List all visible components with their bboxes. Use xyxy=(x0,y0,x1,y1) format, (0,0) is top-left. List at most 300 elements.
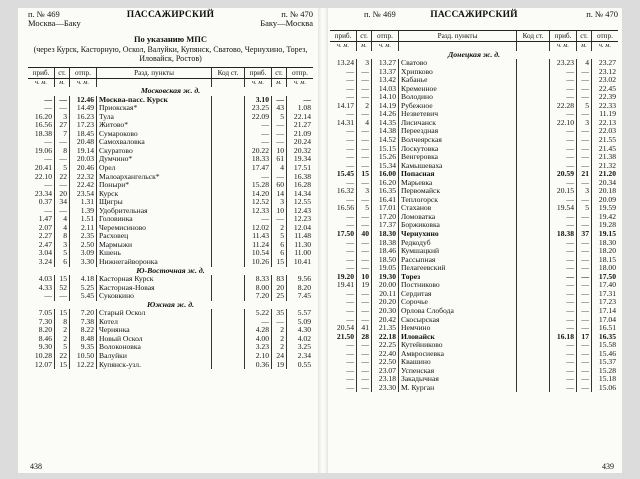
arrival-cell: 0.37 xyxy=(38,198,52,207)
arrival-return-cell: — xyxy=(550,179,577,188)
table-row xyxy=(330,324,618,333)
arrival-cell: — xyxy=(44,206,52,215)
station-cell: Незветевич xyxy=(399,110,517,119)
stop-return-cell: — xyxy=(577,179,592,188)
code-cell xyxy=(517,307,550,316)
departure-cell: 20.00 xyxy=(372,281,399,290)
arrival-return-cell: — xyxy=(550,162,577,171)
departure-return-cell: 22.13 xyxy=(592,119,619,128)
station-cell: Венгеровка xyxy=(399,153,517,162)
code-cell xyxy=(212,249,245,258)
stop-return-cell: 15 xyxy=(272,258,287,267)
departure-cell: 9.35 xyxy=(70,343,97,352)
table-row xyxy=(28,352,313,361)
station-cell: Лоскутовка xyxy=(399,145,517,154)
arrival-return-cell: 14.20 xyxy=(245,190,272,199)
station-cell: Суковкино xyxy=(97,292,212,301)
unit-cell: ч. м. xyxy=(287,78,314,87)
stop-cell: — xyxy=(55,207,70,216)
col-stop: ст. xyxy=(55,67,70,78)
station-cell: Переездная xyxy=(399,127,517,136)
stop-cell: — xyxy=(357,221,372,230)
code-cell xyxy=(517,350,550,359)
table-row xyxy=(330,110,618,119)
departure-return-cell: 0.55 xyxy=(287,361,314,370)
code-cell xyxy=(517,230,550,239)
arrival-cell: — xyxy=(346,264,354,273)
arrival-cell: — xyxy=(346,84,354,93)
station-cell: Кутейниково xyxy=(399,341,517,350)
departure-cell: 16.41 xyxy=(372,196,399,205)
table-row xyxy=(28,241,313,250)
table-row xyxy=(330,196,618,205)
departure-cell: 15.15 xyxy=(372,145,399,154)
code-cell xyxy=(517,375,550,384)
stop-return-cell: — xyxy=(272,173,287,182)
stop-cell: — xyxy=(357,196,372,205)
departure-return-cell: 17.04 xyxy=(592,316,619,325)
departure-cell: 10.50 xyxy=(70,352,97,361)
arrival-return-cell: 5.22 xyxy=(245,309,272,318)
left-page-header xyxy=(28,8,313,34)
arrival-cell: 15.45 xyxy=(336,170,354,179)
arrival-cell: — xyxy=(346,247,354,256)
stop-cell: — xyxy=(357,213,372,222)
departure-cell: 19.30 xyxy=(372,273,399,282)
departure-return-cell: 5.57 xyxy=(287,309,314,318)
station-cell: Валуйки xyxy=(97,352,212,361)
table-row xyxy=(330,187,618,196)
departure-return-cell: 22.39 xyxy=(592,93,619,102)
departure-cell: 17.23 xyxy=(70,121,97,130)
table-row xyxy=(28,113,313,122)
departure-cell: 23.18 xyxy=(372,375,399,384)
departure-return-cell: 16.51 xyxy=(592,324,619,333)
stop-return-cell: — xyxy=(577,127,592,136)
arrival-return-cell: — xyxy=(550,264,577,273)
arrival-return-cell: — xyxy=(550,239,577,248)
arrival-cell: 2.27 xyxy=(38,232,52,241)
stop-cell: — xyxy=(357,110,372,119)
stop-return-cell: — xyxy=(577,145,592,154)
arrival-cell: 14.31 xyxy=(336,118,354,127)
departure-return-cell: 21.38 xyxy=(592,153,619,162)
departure-cell: 22.18 xyxy=(372,333,399,342)
station-cell: Мармыжи xyxy=(97,241,212,250)
departure-return-cell: 21.27 xyxy=(287,121,314,130)
units-row xyxy=(28,78,313,87)
stop-cell: — xyxy=(55,292,70,301)
timetable-right xyxy=(330,30,618,392)
stop-return-cell: 2 xyxy=(272,335,287,344)
station-cell: Тула xyxy=(97,113,212,122)
stop-cell: 8 xyxy=(55,232,70,241)
arrival-return-cell: — xyxy=(550,93,577,102)
departure-cell: 3.09 xyxy=(70,249,97,258)
arrival-return-cell: — xyxy=(550,316,577,325)
code-cell xyxy=(517,324,550,333)
col-code: Код ст. xyxy=(212,67,245,78)
arrival-cell: — xyxy=(44,292,52,301)
departure-return-cell: 4.30 xyxy=(287,326,314,335)
departure-cell: 20.48 xyxy=(70,138,97,147)
arrival-return-cell: — xyxy=(550,196,577,205)
departure-return-cell: 8.20 xyxy=(287,284,314,293)
departure-return-cell: 11.19 xyxy=(592,110,619,119)
arrival-cell: — xyxy=(44,95,52,104)
stop-return-cell: — xyxy=(577,375,592,384)
code-cell xyxy=(517,153,550,162)
station-cell: Чернухино xyxy=(399,230,517,239)
table-row xyxy=(28,326,313,335)
departure-cell: 18.46 xyxy=(372,247,399,256)
section-name: Московская ж. д. xyxy=(140,87,201,96)
table-row xyxy=(330,221,618,230)
departure-return-cell: 16.28 xyxy=(287,181,314,190)
arrival-return-cell: — xyxy=(550,68,577,77)
stop-cell: 5 xyxy=(55,343,70,352)
arrival-return-cell: — xyxy=(550,85,577,94)
departure-return-cell: 17.51 xyxy=(287,164,314,173)
left-page xyxy=(28,8,313,473)
arrival-cell: 21.50 xyxy=(336,332,354,341)
stop-cell: 15 xyxy=(55,361,70,370)
arrival-cell: 17.50 xyxy=(336,230,354,239)
departure-cell: 5.45 xyxy=(70,292,97,301)
code-cell xyxy=(517,247,550,256)
stop-cell: — xyxy=(357,307,372,316)
table-row xyxy=(330,290,618,299)
railway-section-heading xyxy=(28,267,313,276)
code-cell xyxy=(517,384,550,393)
stop-return-cell: — xyxy=(272,215,287,224)
code-cell xyxy=(212,155,245,164)
departure-cell: 16.00 xyxy=(372,170,399,179)
stop-return-cell: 43 xyxy=(272,104,287,113)
page-number: 439 xyxy=(602,462,614,471)
station-cell: Думчино* xyxy=(97,155,212,164)
table-row xyxy=(28,181,313,190)
station-cell: Сорочье xyxy=(399,298,517,307)
departure-return-cell: — xyxy=(287,96,314,105)
stop-return-cell: 3 xyxy=(577,187,592,196)
stop-cell: — xyxy=(357,127,372,136)
table-row xyxy=(330,350,618,359)
code-cell xyxy=(517,93,550,102)
col-stop-2: ст. xyxy=(272,67,287,78)
station-cell: Старый Оскол xyxy=(97,309,212,318)
table-row xyxy=(330,93,618,102)
departure-cell: 22.40 xyxy=(372,350,399,359)
departure-cell: 16.35 xyxy=(372,187,399,196)
table-row xyxy=(28,198,313,207)
stop-return-cell: 61 xyxy=(272,155,287,164)
arrival-cell: — xyxy=(44,138,52,147)
book-spread xyxy=(18,8,622,473)
stop-return-cell: 20 xyxy=(272,284,287,293)
table-row xyxy=(28,207,313,216)
table-row xyxy=(330,264,618,273)
arrival-return-cell: — xyxy=(245,318,272,327)
table-row xyxy=(28,173,313,182)
book-gutter xyxy=(318,8,328,473)
arrival-return-cell: 19.54 xyxy=(550,204,577,213)
departure-cell: 14.49 xyxy=(70,104,97,113)
departure-cell: 8.48 xyxy=(70,335,97,344)
stop-cell: 3 xyxy=(55,241,70,250)
departure-return-cell: 21.20 xyxy=(592,170,619,179)
departure-cell: 18.45 xyxy=(70,130,97,139)
station-cell: Редкодуб xyxy=(399,239,517,248)
arrival-cell: 16.56 xyxy=(336,204,354,213)
code-cell xyxy=(212,121,245,130)
stop-cell: 6 xyxy=(55,258,70,267)
arrival-cell: — xyxy=(346,306,354,315)
departure-return-cell: 16.35 xyxy=(592,333,619,342)
unit-cell xyxy=(517,42,550,51)
stop-cell: — xyxy=(357,341,372,350)
stop-return-cell: 5 xyxy=(272,113,287,122)
stop-cell: — xyxy=(357,375,372,384)
departure-return-cell: 15.06 xyxy=(592,384,619,393)
table-row xyxy=(28,258,313,267)
departure-cell: 14.10 xyxy=(372,93,399,102)
arrival-return-cell: — xyxy=(550,367,577,376)
code-cell xyxy=(517,59,550,68)
code-cell xyxy=(212,215,245,224)
timetable-body-right xyxy=(330,42,618,393)
stop-cell: 22 xyxy=(55,352,70,361)
station-cell: Рассыпная xyxy=(399,256,517,265)
stop-cell: — xyxy=(357,350,372,359)
table-row xyxy=(330,59,618,68)
arrival-cell: 20.54 xyxy=(336,324,354,333)
code-cell xyxy=(517,187,550,196)
station-cell: Боржиковка xyxy=(399,221,517,230)
station-cell: Чернянка xyxy=(97,326,212,335)
departure-return-cell: 17.31 xyxy=(592,290,619,299)
code-cell xyxy=(517,127,550,136)
arrival-return-cell: 12.52 xyxy=(245,198,272,207)
departure-return-cell: 21.45 xyxy=(592,145,619,154)
station-cell: Закадычная xyxy=(399,375,517,384)
arrival-return-cell: 0.36 xyxy=(245,361,272,370)
station-cell: Касторная-Новая xyxy=(97,284,212,293)
table-row xyxy=(330,239,618,248)
table-row xyxy=(330,358,618,367)
table-row xyxy=(28,155,313,164)
arrival-return-cell: — xyxy=(550,213,577,222)
table-row xyxy=(28,190,313,199)
departure-return-cell: 10.41 xyxy=(287,258,314,267)
station-cell: Камышеваха xyxy=(399,162,517,171)
table-row xyxy=(28,215,313,224)
departure-cell: 1.39 xyxy=(70,207,97,216)
departure-return-cell: 22.03 xyxy=(592,127,619,136)
table-row xyxy=(330,333,618,342)
departure-return-cell: 21.55 xyxy=(592,136,619,145)
departure-return-cell: 9.56 xyxy=(287,275,314,284)
stop-return-cell: — xyxy=(577,281,592,290)
arrival-cell: — xyxy=(346,349,354,358)
arrival-return-cell: 10.54 xyxy=(245,249,272,258)
col-arrival: приб. xyxy=(330,31,357,42)
departure-cell: 17.01 xyxy=(372,204,399,213)
arrival-return-cell: 18.33 xyxy=(245,155,272,164)
table-row xyxy=(28,284,313,293)
arrival-return-cell: — xyxy=(550,247,577,256)
table-row xyxy=(330,247,618,256)
stop-return-cell: 4 xyxy=(272,164,287,173)
stop-return-cell: 6 xyxy=(272,249,287,258)
stop-return-cell: — xyxy=(272,138,287,147)
timetable-left xyxy=(28,67,313,370)
station-cell: Скосырская xyxy=(399,316,517,325)
arrival-cell: 16.56 xyxy=(34,121,52,130)
station-cell: Касторная Курск xyxy=(97,275,212,284)
station-cell: Теплогорск xyxy=(399,196,517,205)
departure-cell: 20.03 xyxy=(70,155,97,164)
code-cell xyxy=(517,333,550,342)
train-number: п. № 470 xyxy=(281,9,313,19)
arrival-return-cell: — xyxy=(550,221,577,230)
code-cell xyxy=(212,318,245,327)
arrival-return-cell: — xyxy=(550,307,577,316)
code-cell xyxy=(517,102,550,111)
table-row xyxy=(330,170,618,179)
stop-return-cell: 60 xyxy=(272,181,287,190)
right-train-470: п. № 470 xyxy=(586,9,618,19)
arrival-return-cell: — xyxy=(245,138,272,147)
code-cell xyxy=(517,367,550,376)
table-row xyxy=(330,367,618,376)
arrival-return-cell: — xyxy=(550,290,577,299)
col-departure-2: отпр. xyxy=(287,67,314,78)
stop-return-cell: — xyxy=(577,221,592,230)
stop-cell: 3 xyxy=(55,113,70,122)
stop-return-cell: 10 xyxy=(272,207,287,216)
station-cell: Амвросиевка xyxy=(399,350,517,359)
stop-cell: — xyxy=(357,179,372,188)
departure-return-cell: 12.55 xyxy=(287,198,314,207)
departure-return-cell: 22.14 xyxy=(287,113,314,122)
table-row xyxy=(330,85,618,94)
section-name: Ю-Восточная ж. д. xyxy=(136,266,205,275)
departure-cell: 20.11 xyxy=(372,290,399,299)
departure-return-cell: 15.58 xyxy=(592,341,619,350)
timetable-body-left xyxy=(28,78,313,369)
code-cell xyxy=(517,273,550,282)
stop-cell: 10 xyxy=(357,273,372,282)
table-row xyxy=(330,298,618,307)
arrival-cell: — xyxy=(346,136,354,145)
code-cell xyxy=(517,170,550,179)
code-cell xyxy=(517,162,550,171)
departure-cell: 18.30 xyxy=(372,230,399,239)
stop-cell: — xyxy=(357,264,372,273)
stop-return-cell: 5 xyxy=(577,102,592,111)
page-number: 438 xyxy=(30,462,42,471)
arrival-cell: 10.28 xyxy=(34,352,52,360)
arrival-cell: — xyxy=(346,366,354,375)
stop-return-cell: — xyxy=(577,239,592,248)
departure-return-cell: 20.34 xyxy=(592,179,619,188)
departure-return-cell: 18.15 xyxy=(592,256,619,265)
stop-return-cell: — xyxy=(272,318,287,327)
station-cell: Котел xyxy=(97,318,212,327)
stop-return-cell: 3 xyxy=(272,198,287,207)
arrival-return-cell: 16.18 xyxy=(550,333,577,342)
code-cell xyxy=(517,281,550,290)
arrival-cell: — xyxy=(346,358,354,367)
code-cell xyxy=(517,85,550,94)
stop-cell: 2 xyxy=(55,326,70,335)
table-row xyxy=(330,273,618,282)
table-row xyxy=(330,179,618,188)
table-row xyxy=(330,281,618,290)
stop-return-cell: — xyxy=(577,384,592,393)
station-cell: Квашино xyxy=(399,358,517,367)
arrival-cell: 12.07 xyxy=(34,360,52,369)
stop-cell: 3 xyxy=(357,187,372,196)
code-cell xyxy=(212,352,245,361)
table-row xyxy=(28,318,313,327)
page-title: ПАССАЖИРСКИЙ xyxy=(126,10,215,20)
station-cell: Житово* xyxy=(97,121,212,130)
station-cell: Новый Оскол xyxy=(97,335,212,344)
arrival-cell: 19.06 xyxy=(34,146,52,155)
col-stop: ст. xyxy=(357,31,372,42)
station-cell: Кшень xyxy=(97,249,212,258)
right-page-header xyxy=(330,8,618,30)
stop-return-cell: — xyxy=(577,316,592,325)
code-cell xyxy=(517,221,550,230)
departure-return-cell: 11.48 xyxy=(287,232,314,241)
table-row xyxy=(330,153,618,162)
departure-return-cell: 12.23 xyxy=(287,215,314,224)
stop-cell: — xyxy=(357,85,372,94)
departure-cell: 14.19 xyxy=(372,102,399,111)
arrival-return-cell: — xyxy=(550,384,577,393)
stop-cell: — xyxy=(357,358,372,367)
stop-cell: 8 xyxy=(55,147,70,156)
arrival-return-cell: — xyxy=(550,341,577,350)
table-row xyxy=(28,249,313,258)
arrival-return-cell: 18.38 xyxy=(550,230,577,239)
stop-cell: — xyxy=(55,181,70,190)
arrival-return-cell: 4.28 xyxy=(245,326,272,335)
departure-return-cell: 20.32 xyxy=(287,147,314,156)
table-row xyxy=(28,343,313,352)
stop-cell: 52 xyxy=(55,284,70,293)
departure-cell: 17.20 xyxy=(372,213,399,222)
stop-return-cell: — xyxy=(272,130,287,139)
departure-return-cell: 18.00 xyxy=(592,264,619,273)
code-cell xyxy=(212,232,245,241)
railway-section-heading xyxy=(28,301,313,310)
departure-return-cell: 1.08 xyxy=(287,104,314,113)
arrival-cell: 20.41 xyxy=(34,163,52,172)
stop-cell: 4 xyxy=(55,215,70,224)
arrival-cell: — xyxy=(346,178,354,187)
arrival-return-cell: 23.25 xyxy=(245,104,272,113)
stop-cell: 22 xyxy=(55,173,70,182)
arrival-cell: — xyxy=(346,76,354,85)
station-cell: Кабанье xyxy=(399,76,517,85)
departure-cell: 15.34 xyxy=(372,162,399,171)
col-station: Разд. пункты xyxy=(97,67,212,78)
departure-cell: 14.03 xyxy=(372,85,399,94)
